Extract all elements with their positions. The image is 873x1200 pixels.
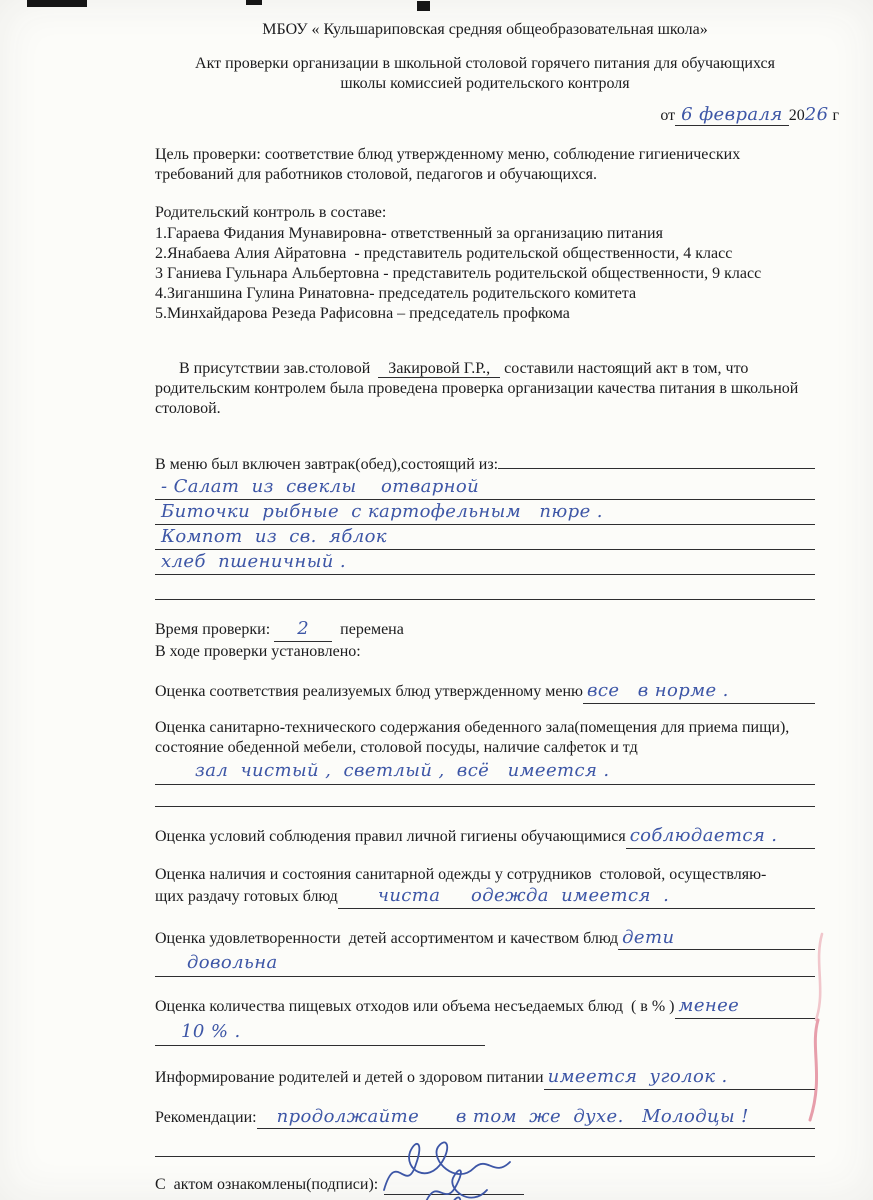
menu-item-handwritten: - Салат из свеклы отварной (161, 476, 480, 498)
document-content (155, 0, 839, 1200)
menu-heading: В меню был включен завтрак(обед),состоящий из: (155, 456, 499, 474)
check-time-label: Время проверки: (155, 621, 271, 639)
assessment-hygiene-value: соблюдается . (629, 825, 778, 847)
assessment-waste-label: Оценка количества пищевых отходов или объема несъедаемых блюд ( в % ) (155, 998, 675, 1016)
assessment-sanitary-value: зал чистый , светлый , всё имеется . (195, 760, 610, 782)
committee-member: 4.Зиганшина Гулина Ринатовна- председатель родительского комитета (155, 285, 637, 303)
assessment-satisfaction-value-line1: дети (622, 926, 675, 948)
assessment-sanitary (155, 718, 815, 807)
menu-heading-blank-line (498, 468, 815, 469)
purpose-paragraph: Цель проверки: соответствие блюд утвержденному меню, соблюдение гигиенических требований для работников столовой, педагогов и обучающихся. (155, 146, 745, 184)
assessment-hygiene-label: Оценка условий соблюдения правил личной гигиены обучающимися (155, 828, 626, 846)
menu-item-line (155, 550, 815, 575)
presence-prefix: В присутствии зав.столовой (179, 359, 379, 377)
assessment-satisfaction (155, 927, 815, 978)
assessment-waste (155, 995, 815, 1046)
committee-list (155, 224, 815, 325)
date-line (155, 104, 839, 127)
committee-member: 5.Минхайдарова Резеда Рафисовна – председатель профкома (155, 305, 570, 323)
menu-item-handwritten: хлеб пшеничный . (161, 551, 346, 573)
date-handwritten: 6 февраля (675, 104, 789, 126)
informing-value: имеется уголок . (547, 1065, 728, 1087)
menu-item-line-empty (155, 575, 815, 600)
menu-item-handwritten: Биточки рыбные с картофельным пюре . (161, 501, 603, 523)
date-prefix: от (660, 107, 676, 125)
scan-artifact-top-1 (27, 0, 87, 7)
recommendations-label: Рекомендации: (155, 1108, 257, 1126)
established-line: В ходе проверки установлено: (155, 643, 361, 660)
school-name: МБОУ « Кульшариповская средняя общеобразовательная школа» (262, 21, 708, 38)
committee-member: 1.Гараева Фидания Мунавировна- ответственный за организацию питания (155, 224, 663, 242)
date-year-typed: 20 (788, 107, 805, 125)
assessment-hygiene (155, 825, 815, 849)
assessment-clothing (155, 865, 815, 909)
blank-ruled-line (155, 785, 815, 807)
informing-line (155, 1066, 815, 1090)
document-title-line1: Акт проверки организации в школьной столовой горячего питания для обучающихся (195, 55, 775, 73)
menu-item-handwritten: Компот из св. яблок (161, 526, 387, 548)
menu-item-line (155, 500, 815, 525)
assessment-waste-value-line1: менее (678, 995, 740, 1017)
signatures-label: С актом ознакомлены(подписи): (155, 1176, 379, 1194)
presence-paragraph (155, 338, 815, 439)
signature-stroke-3 (411, 1190, 501, 1200)
check-time-suffix: перемена (336, 621, 404, 639)
assessment-menu-compliance-label: Оценка соответствия реализуемых блюд утвержденному меню (155, 683, 583, 701)
informing-label: Информирование родителей и детей о здоровом питании (155, 1068, 544, 1086)
menu-item-line (155, 475, 815, 500)
assessment-clothing-label-line1: Оценка наличия и состояния санитарной одежды у сотрудников столовой, осуществляю- (155, 865, 767, 883)
date-suffix: г (828, 107, 839, 125)
assessment-menu-compliance-value: все в норме . (587, 680, 729, 702)
committee-member: 3 Ганиева Гульнара Альбертовна - представитель родительской общественности, 9 класс (155, 264, 762, 282)
assessment-satisfaction-value-line2: довольна (187, 952, 278, 974)
assessment-clothing-label-line2: щих раздачу готовых блюд (155, 887, 338, 905)
canteen-manager-name: Закировой Г.Р., (378, 360, 500, 378)
document-title-line2: школы комиссией родительского контроля (340, 75, 630, 93)
assessment-sanitary-label: Оценка санитарно-технического содержания обеденного зала(помещения для приема пищи), состояние обеденной мебели, столовой посуды, наличие салфеток и тд (155, 718, 794, 756)
recommendations-value: продолжайте в том же духе. Молодцы ! (276, 1105, 749, 1127)
check-time-value-handwritten: 2 (274, 618, 332, 642)
menu-section (155, 455, 815, 600)
date-year-handwritten: 26 (804, 104, 829, 126)
committee-member: 2.Янабаева Алия Айратовна - представитель родительской общественности, 4 класс (155, 244, 733, 262)
committee-heading: Родительский контроль в составе: (155, 204, 387, 222)
menu-item-line (155, 525, 815, 550)
assessment-clothing-value: чиста одежда имеется . (377, 884, 670, 906)
assessment-waste-value-line2: 10 % . (181, 1020, 241, 1042)
presence-suffix: составили настоящий акт в том, что родительским контролем была проведена проверка организации качества питания в школьной столовой. (155, 359, 803, 417)
assessment-satisfaction-label: Оценка удовлетворенности детей ассортиментом и качеством блюд (155, 929, 619, 947)
assessment-sanitary-value-line (155, 758, 815, 785)
check-time-line (155, 618, 815, 642)
assessment-menu-compliance (155, 680, 815, 704)
document-title (155, 54, 815, 94)
assessment-waste-value-line (155, 1019, 485, 1046)
assessment-satisfaction-value-line (155, 950, 815, 977)
